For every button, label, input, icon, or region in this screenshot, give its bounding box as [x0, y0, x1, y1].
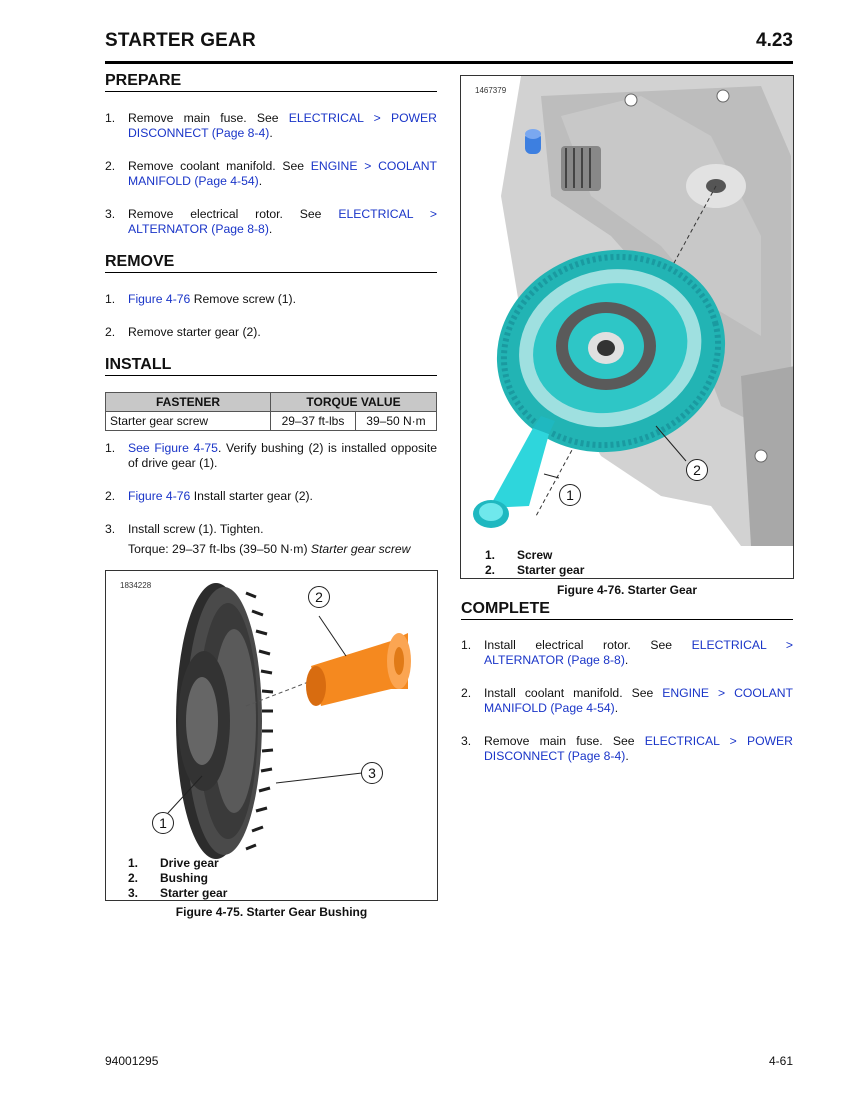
link[interactable]: Figure 4-76 [128, 292, 191, 306]
list-item: 1. Remove main fuse. See ELECTRICAL > POWER DISCONNECT (Page 8-4). [105, 111, 437, 140]
document-number: 94001295 [105, 1054, 159, 1068]
legend-item: 2. Bushing [128, 871, 208, 885]
figure-legend [485, 548, 584, 578]
prepare-heading: PREPARE [105, 72, 437, 92]
link[interactable]: See Figure 4-75 [128, 441, 218, 455]
dowel-drawing [525, 129, 541, 154]
legend-item: 1. Drive gear [128, 856, 219, 870]
list-item: 2. Install coolant manifold. See ENGINE > COOLANT MANIFOLD (Page 4-54). [461, 686, 793, 715]
figure-caption: Figure 4-76. Starter Gear [556, 583, 698, 597]
torque-table [105, 392, 437, 431]
complete-heading: COMPLETE [461, 600, 793, 620]
starter-gear-illustration [461, 76, 794, 548]
list-item: 2. Figure 4-76 Install starter gear (2). [105, 489, 313, 503]
remove-steps [105, 292, 437, 358]
prepare-steps [105, 111, 437, 255]
bushing-drawing [306, 633, 411, 706]
list-item: 3. Install screw (1). Tighten. [105, 522, 264, 536]
install-steps [105, 441, 437, 543]
list-item: 1. See Figure 4-75. Verify bushing (2) is installed opposite of drive gear (1). [105, 441, 437, 470]
legend-item: 1. Screw [485, 548, 553, 562]
list-item: 2. Remove starter gear (2). [105, 325, 261, 339]
table-cell: 39–50 N·m [355, 412, 436, 431]
complete-steps [461, 638, 793, 782]
list-item: 1. Install electrical rotor. See ELECTRICAL > ALTERNATOR (Page 8-8). [461, 638, 793, 667]
link[interactable]: ELECTRICAL > POWER DISCONNECT (Page 8-4) [484, 734, 793, 763]
legend-item: 2. Starter gear [485, 563, 585, 577]
table-row [106, 412, 437, 431]
link[interactable]: ELECTRICAL > ALTERNATOR (Page 8-8) [128, 207, 437, 236]
figure-id: 1834228 [120, 581, 152, 590]
list-item: 1. Figure 4-76 Remove screw (1). [105, 292, 296, 306]
section-number: 4.23 [756, 30, 793, 51]
callout-3: 3 [361, 762, 383, 784]
list-item: 3. Remove electrical rotor. See ELECTRICAL > ALTERNATOR (Page 8-8). [105, 207, 437, 236]
link[interactable]: ELECTRICAL > POWER DISCONNECT (Page 8-4) [128, 111, 437, 140]
torque-note: Torque: 29–37 ft-lbs (39–50 N·m) Starter gear screw [128, 542, 411, 556]
page-title: STARTER GEAR [105, 30, 256, 51]
link[interactable]: ELECTRICAL > ALTERNATOR (Page 8-8) [484, 638, 793, 667]
header-rule [105, 61, 793, 64]
figure-legend [128, 856, 227, 901]
list-item: 2. Remove coolant manifold. See ENGINE > COOLANT MANIFOLD (Page 4-54). [105, 159, 437, 188]
install-heading: INSTALL [105, 356, 437, 376]
link[interactable]: ENGINE > COOLANT MANIFOLD (Page 4-54) [484, 686, 793, 715]
list-item: 3. Remove main fuse. See ELECTRICAL > POWER DISCONNECT (Page 8-4). [461, 734, 793, 763]
figure-id: 1467379 [475, 86, 507, 95]
remove-heading: REMOVE [105, 253, 437, 273]
callout-1: 1 [152, 812, 174, 834]
callout-1: 1 [559, 484, 581, 506]
page-number: 4-61 [768, 1054, 793, 1068]
starter-gear-drawing [176, 583, 273, 859]
table-header: FASTENER [106, 393, 271, 412]
legend-item: 3. Starter gear [128, 886, 228, 900]
callout-2: 2 [308, 586, 330, 608]
figure-starter-gear [460, 75, 794, 579]
link[interactable]: ENGINE > COOLANT MANIFOLD (Page 4-54) [128, 159, 437, 188]
figure-caption: Figure 4-75. Starter Gear Bushing [175, 905, 368, 919]
table-cell: 29–37 ft-lbs [271, 412, 356, 431]
callout-2: 2 [686, 459, 708, 481]
table-cell: Starter gear screw [106, 412, 271, 431]
table-header: TORQUE VALUE [271, 393, 437, 412]
figure-starter-gear-bushing [105, 570, 438, 901]
link[interactable]: Figure 4-76 [128, 489, 191, 503]
